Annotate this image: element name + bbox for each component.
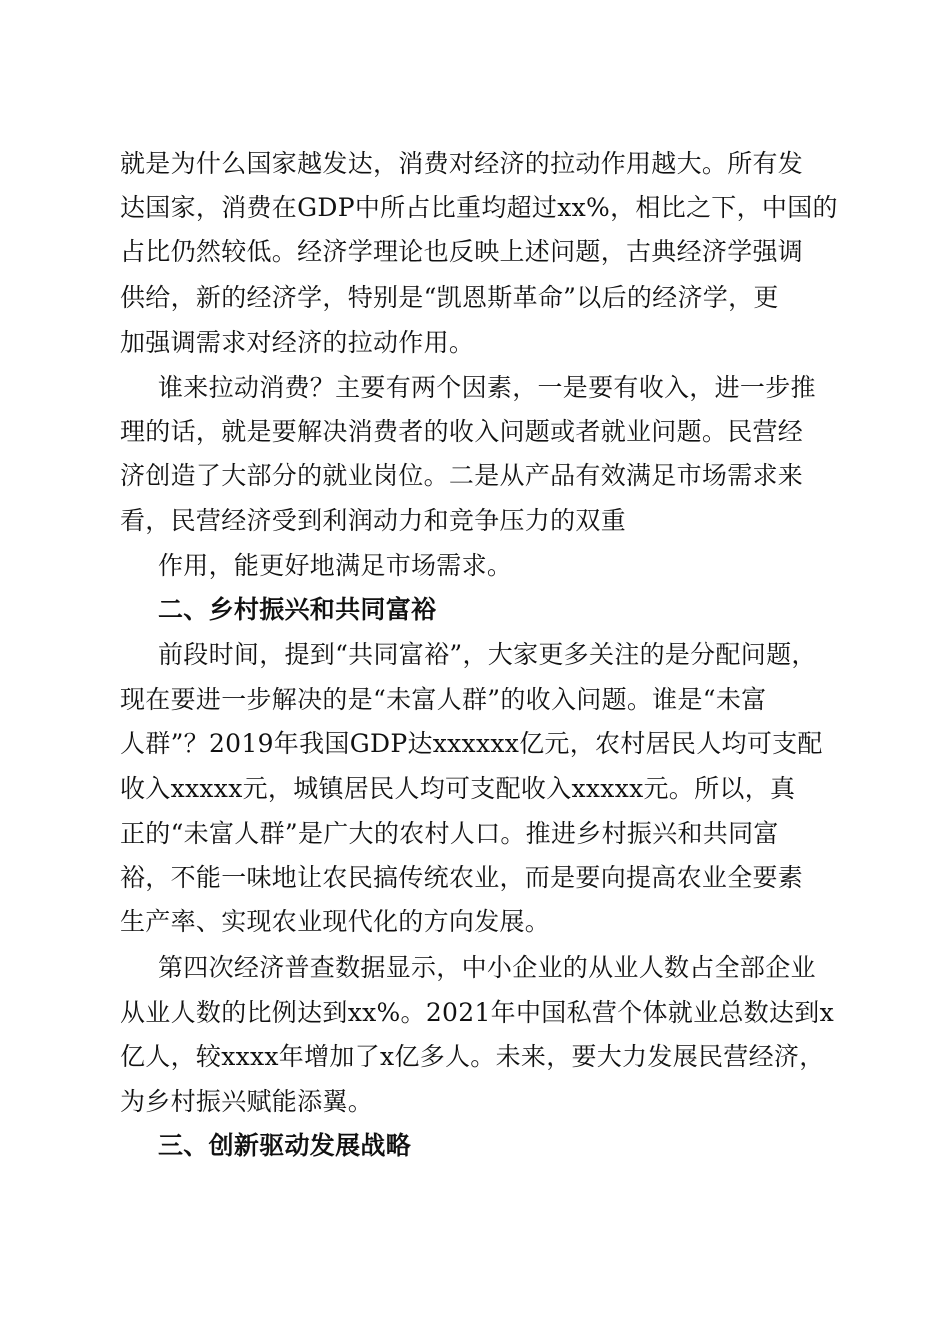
paragraph-line: 占比仍然较低。经济学理论也反映上述问题，古典经济学强调 [120, 237, 804, 266]
paragraph-line: 生产率、实现农业现代化的方向发展。 [120, 907, 551, 936]
paragraph-line: 收入xxxxx元，城镇居民人均可支配收入xxxxx元。所以，真 [120, 774, 796, 803]
paragraph-line: 为乡村振兴赋能添翼。 [120, 1087, 374, 1116]
paragraph-line: 第四次经济普查数据显示，中小企业的从业人数占全部企业 [158, 953, 816, 982]
paragraph-line: 达国家，消费在GDP中所占比重均超过xx%，相比之下，中国的 [120, 193, 838, 222]
paragraph-line: 看，民营经济受到利润动力和竞争压力的双重 [120, 506, 627, 535]
paragraph-line: 前段时间，提到“共同富裕”，大家更多关注的是分配问题， [158, 640, 817, 669]
paragraph-line: 济创造了大部分的就业岗位。二是从产品有效满足市场需求来 [120, 461, 804, 490]
section-heading: 三、创新驱动发展战略 [158, 1131, 412, 1160]
paragraph-line: 正的“未富人群”是广大的农村人口。推进乡村振兴和共同富 [120, 819, 779, 848]
paragraph-line: 加强调需求对经济的拉动作用。 [120, 328, 475, 357]
paragraph-line: 谁来拉动消费？主要有两个因素，一是要有收入，进一步推 [158, 373, 816, 402]
paragraph-line: 人群”？2019年我国GDP达xxxxxx亿元，农村居民人均可支配 [120, 729, 823, 758]
paragraph-line: 从业人数的比例达到xx%。2021年中国私营个体就业总数达到x [120, 998, 834, 1027]
paragraph-line: 裕，不能一味地让农民搞传统农业，而是要向提高农业全要素 [120, 863, 804, 892]
paragraph-line: 供给，新的经济学，特别是“凯恩斯革命”以后的经济学，更 [120, 283, 779, 312]
paragraph-line: 作用，能更好地满足市场需求。 [158, 551, 513, 580]
paragraph-line: 亿人，较xxxx年增加了x亿多人。未来，要大力发展民营经济， [120, 1042, 825, 1071]
paragraph-line: 现在要进一步解决的是“未富人群”的收入问题。谁是“未富 [120, 685, 767, 714]
paragraph-line: 就是为什么国家越发达，消费对经济的拉动作用越大。所有发 [120, 149, 804, 178]
section-heading: 二、乡村振兴和共同富裕 [158, 595, 437, 624]
paragraph-line: 理的话，就是要解决消费者的收入问题或者就业问题。民营经 [120, 417, 804, 446]
